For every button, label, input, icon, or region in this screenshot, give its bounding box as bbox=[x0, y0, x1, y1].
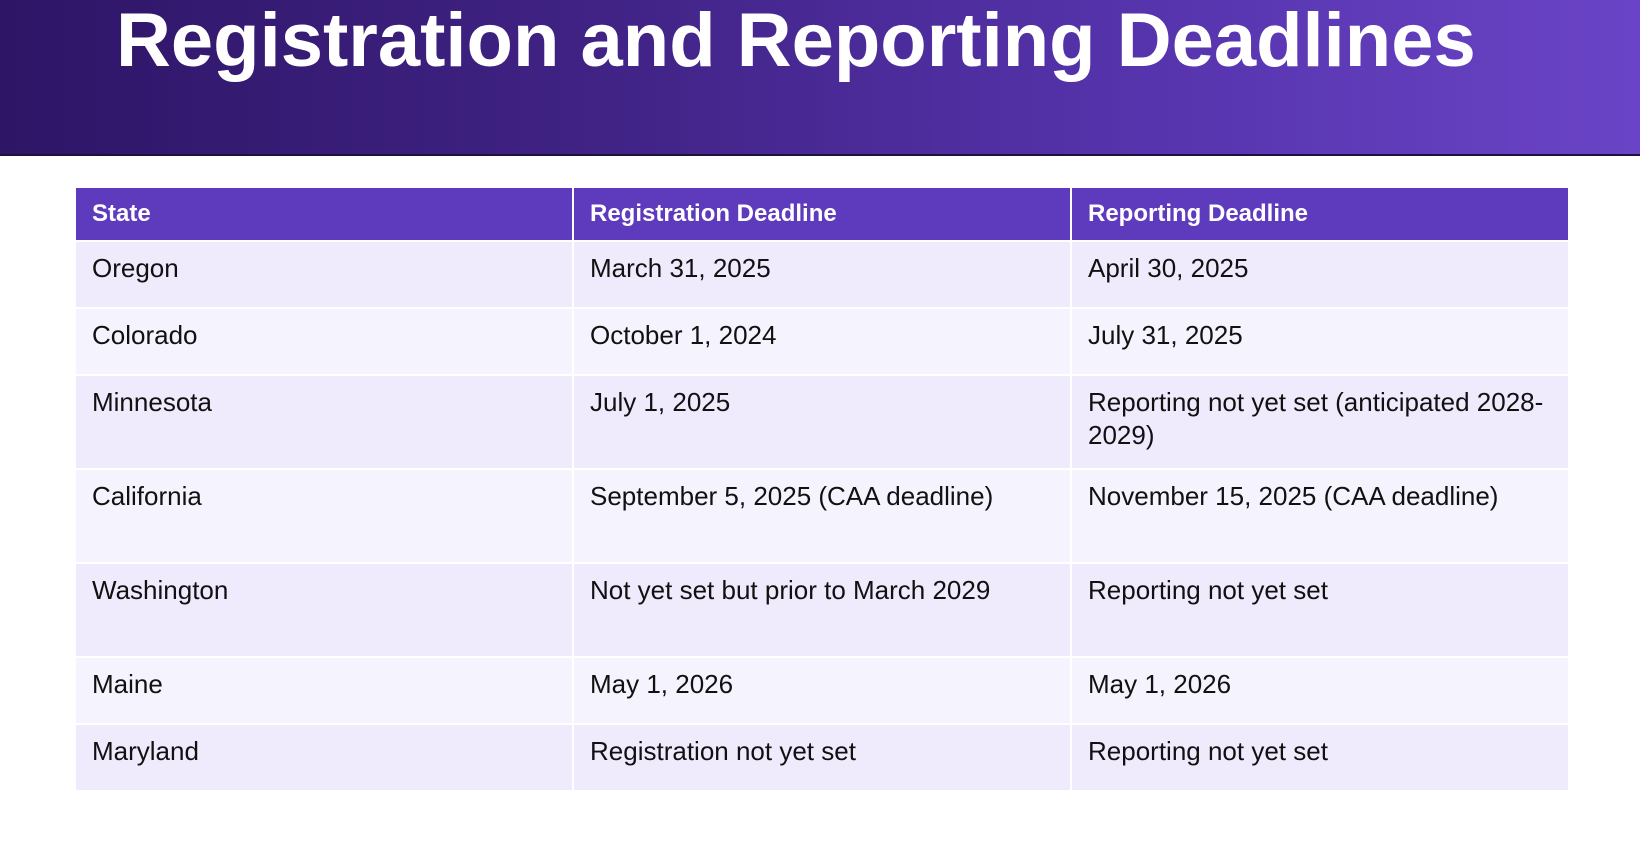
registration-cell: May 1, 2026 bbox=[573, 657, 1071, 724]
reporting-cell: May 1, 2026 bbox=[1071, 657, 1569, 724]
table-row bbox=[75, 563, 1569, 657]
reporting-cell: April 30, 2025 bbox=[1071, 241, 1569, 308]
reporting-cell: Reporting not yet set bbox=[1071, 563, 1569, 657]
registration-cell: September 5, 2025 (CAA deadline) bbox=[573, 469, 1071, 563]
registration-cell: October 1, 2024 bbox=[573, 308, 1071, 375]
registration-cell: Registration not yet set bbox=[573, 724, 1071, 791]
state-cell: Colorado bbox=[75, 308, 573, 375]
state-cell: Maryland bbox=[75, 724, 573, 791]
state-cell: California bbox=[75, 469, 573, 563]
reporting-cell: Reporting not yet set (anticipated 2028-2029) bbox=[1071, 375, 1569, 469]
header-state: State bbox=[75, 187, 573, 241]
header-registration-deadline: Registration Deadline bbox=[573, 187, 1071, 241]
registration-cell: Not yet set but prior to March 2029 bbox=[573, 563, 1071, 657]
reporting-cell: November 15, 2025 (CAA deadline) bbox=[1071, 469, 1569, 563]
registration-cell: July 1, 2025 bbox=[573, 375, 1071, 469]
table-row bbox=[75, 657, 1569, 724]
state-cell: Minnesota bbox=[75, 375, 573, 469]
state-cell: Maine bbox=[75, 657, 573, 724]
table-row bbox=[75, 469, 1569, 563]
table-row bbox=[75, 308, 1569, 375]
header-reporting-deadline: Reporting Deadline bbox=[1071, 187, 1569, 241]
slide-title: Registration and Reporting Deadlines bbox=[116, 0, 1476, 83]
deadline-table bbox=[74, 186, 1570, 792]
title-banner bbox=[0, 0, 1640, 156]
table-row bbox=[75, 241, 1569, 308]
state-cell: Oregon bbox=[75, 241, 573, 308]
state-cell: Washington bbox=[75, 563, 573, 657]
reporting-cell: Reporting not yet set bbox=[1071, 724, 1569, 791]
table-row bbox=[75, 375, 1569, 469]
table-header-row bbox=[75, 187, 1569, 241]
reporting-cell: July 31, 2025 bbox=[1071, 308, 1569, 375]
registration-cell: March 31, 2025 bbox=[573, 241, 1071, 308]
table-row bbox=[75, 724, 1569, 791]
